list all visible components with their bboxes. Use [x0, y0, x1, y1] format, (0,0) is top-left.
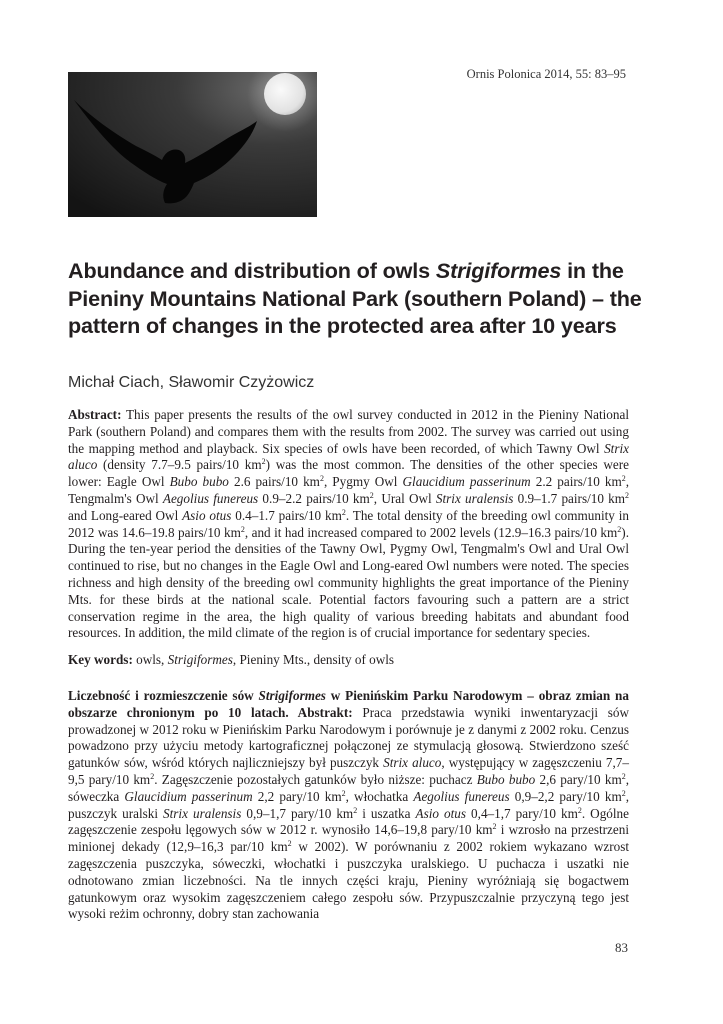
text-run: , and it had increased compared to 2002 levels (12.9–16.3 pairs/10 km — [244, 524, 618, 540]
polish-summary — [68, 688, 629, 923]
page-number: 83 — [615, 940, 628, 955]
superscript: 2 — [353, 805, 358, 815]
italic-text: Aegolius funereus — [413, 788, 510, 804]
text-run: (density 7.7–9.5 pairs/10 km — [97, 457, 262, 473]
keywords — [68, 652, 629, 669]
text-run: 0.9–2.2 pairs/10 km — [258, 490, 370, 506]
text-run: 0,4–1,7 pary/10 km — [466, 805, 578, 821]
abstract — [68, 407, 629, 642]
abstract-label: Abstract: — [68, 407, 122, 422]
italic-text: Strix uralensis — [435, 490, 514, 506]
text-run: 2,6 pary/10 km — [535, 771, 622, 787]
superscript: 2 — [625, 490, 630, 500]
superscript: 2 — [369, 490, 374, 500]
italic-text: Asio otus — [182, 507, 232, 523]
superscript: 2 — [319, 474, 324, 484]
authors: Michał Ciach, Sławomir Czyżowicz — [68, 374, 315, 391]
italic-text: Strigiformes — [167, 652, 233, 667]
title-taxon: Strigiformes — [435, 258, 562, 283]
text-run: 2.2 pairs/10 km — [530, 474, 622, 490]
text-run: , sóweczka — [68, 771, 629, 804]
superscript: 2 — [617, 524, 622, 534]
text-run: 0.9–1.7 pairs/10 km — [513, 490, 626, 506]
text-run: , Pygmy Owl — [323, 474, 403, 490]
keywords-body — [133, 652, 394, 667]
superscript: 2 — [577, 805, 582, 815]
superscript: 2 — [621, 788, 626, 798]
title-text-rest: in the Pieniny Mountains National Park (southern Poland) – the pattern of changes in the protected area after 10 years — [68, 258, 642, 339]
italic-text: Glaucidium passerinum — [402, 474, 531, 490]
superscript: 2 — [341, 788, 346, 798]
italic-text: Strix aluco — [383, 755, 442, 771]
text-run: 0,9–2,2 pary/10 km — [509, 788, 622, 804]
italic-text: Bubo bubo — [476, 771, 536, 787]
text-run: , występujący w zagęszczeniu 7,7–9,5 pary/10 km — [68, 755, 629, 787]
italic-text: Glaucidium passerinum — [124, 788, 253, 804]
polish-summary-body — [68, 688, 629, 921]
text-run: i wzrosło na przestrzeni minionej dekady (12,9–16,3 par/10 km — [68, 822, 629, 855]
superscript: 2 — [261, 457, 266, 467]
text-run: Liczebność i rozmieszczenie sów — [68, 688, 259, 703]
journal-reference: Ornis Polonica 2014, 55: 83–95 — [466, 67, 626, 81]
text-run: , Ural Owl — [373, 490, 436, 506]
text-run: . Zagęszczenie pozostałych gatunków było niższe: puchacz — [154, 771, 477, 787]
italic-text: Strigiformes — [258, 688, 326, 703]
abstract-body — [68, 407, 629, 640]
text-run: and Long-eared Owl — [68, 507, 183, 523]
text-run: , włochatka — [345, 788, 414, 804]
text-run: . The total density of the breeding owl community in 2012 was 14.6–19.8 pairs/10 km — [68, 507, 629, 540]
text-run: , puszczyk uralski — [68, 788, 629, 821]
text-run: Praca przedstawia wyniki inwentaryzacji sów prowadzonej w 2012 roku w Pienińskim Parku Narodowym i porównuje je z danymi z 2002 roku. Cenzus powadzono przy użyciu metody kartograficznej połączonej ze stymulacją głosową. Stwierdzono sześć gatunków sów, wśród których najliczniejszy był puszczyk — [68, 704, 630, 771]
text-run: This paper presents the results of the owl survey conducted in 2012 in the Pieniny National Park (southern Poland) and compares them with the results from 2002. The survey was carried out using the mapping method and playback. Six species of owls have been recorded, of which Tawny Owl — [68, 407, 629, 456]
article-title — [68, 257, 648, 340]
italic-text: Aegolius funereus — [162, 490, 259, 506]
superscript: 2 — [341, 507, 346, 517]
superscript: 2 — [492, 822, 497, 832]
italic-text: Bubo bubo — [169, 474, 229, 490]
text-run: i uszatka — [357, 805, 416, 821]
text-run: 0,9–1,7 pary/10 km — [241, 805, 354, 821]
text-run: ). During the ten-year period the densities of the Tawny Owl, Pygmy Owl, Tengmalm's Owl and Ural Owl continued to rise, but no changes in the Eagle Owl and Long-eared Owl numbers were noted. The species richness and high density of the breeding owl community highlights the great importance of the Pieniny Mts. for these birds at the national scale. Potential factors favouring such a pattern are a strict conservation regime in the area, the high quality of various breeding habitats and abundant food resources. In addition, the mild climate of the region is of crucial importance for sedentary species. — [68, 524, 629, 641]
text-run: w 2002). W porównaniu z 2002 rokiem wykazano wzrost zagęszczenia puszczyka, sóweczki, włochatki i puszczyka uralskiego. U puchacza i uszatki nie odnotowano zmian liczebności. Na tle innych części kraju, Pieniny wyróżniają się bogactwem gatunkowym oraz wysokim zagęszczeniem całego zespołu sów. Przypuszczalnie przyczyną tego jest wysoki reżim ochronny, dobry stan zachowania — [68, 839, 629, 922]
title-text: Abundance and distribution of owls — [68, 258, 436, 283]
text-run: 2,2 pary/10 km — [252, 788, 342, 804]
text-run: owls, — [132, 652, 168, 667]
superscript: 2 — [240, 524, 245, 534]
text-run: , Pieniny Mts., density of owls — [232, 652, 395, 667]
text-run: 0.4–1.7 pairs/10 km — [231, 507, 342, 523]
superscript: 2 — [621, 771, 626, 781]
italic-text: Strix aluco — [68, 440, 629, 473]
text-run: 2.6 pairs/10 km — [228, 474, 320, 490]
text-run: ) was the most common. The densities of the other species were lower: Eagle Owl — [68, 457, 629, 490]
keywords-label: Key words: — [68, 652, 133, 667]
italic-text: Strix uralensis — [163, 805, 242, 821]
bird-silhouette-icon — [68, 72, 317, 217]
italic-text: Asio otus — [415, 805, 467, 821]
superscript: 2 — [150, 771, 155, 781]
superscript: 2 — [287, 839, 292, 849]
text-run: w Pienińskim Parku Narodowym – obraz zmian na obszarze chronionym po 10 latach. Abstrakt: — [68, 688, 629, 720]
superscript: 2 — [621, 474, 626, 484]
eagle-moon-image — [68, 72, 317, 217]
text-run: . Ogólne zagęszczenie zespołu lęgowych sów w 2012 r. wynosiło 14,6–19,8 pary/10 km — [68, 805, 630, 838]
text-run: , Tengmalm's Owl — [68, 474, 630, 506]
